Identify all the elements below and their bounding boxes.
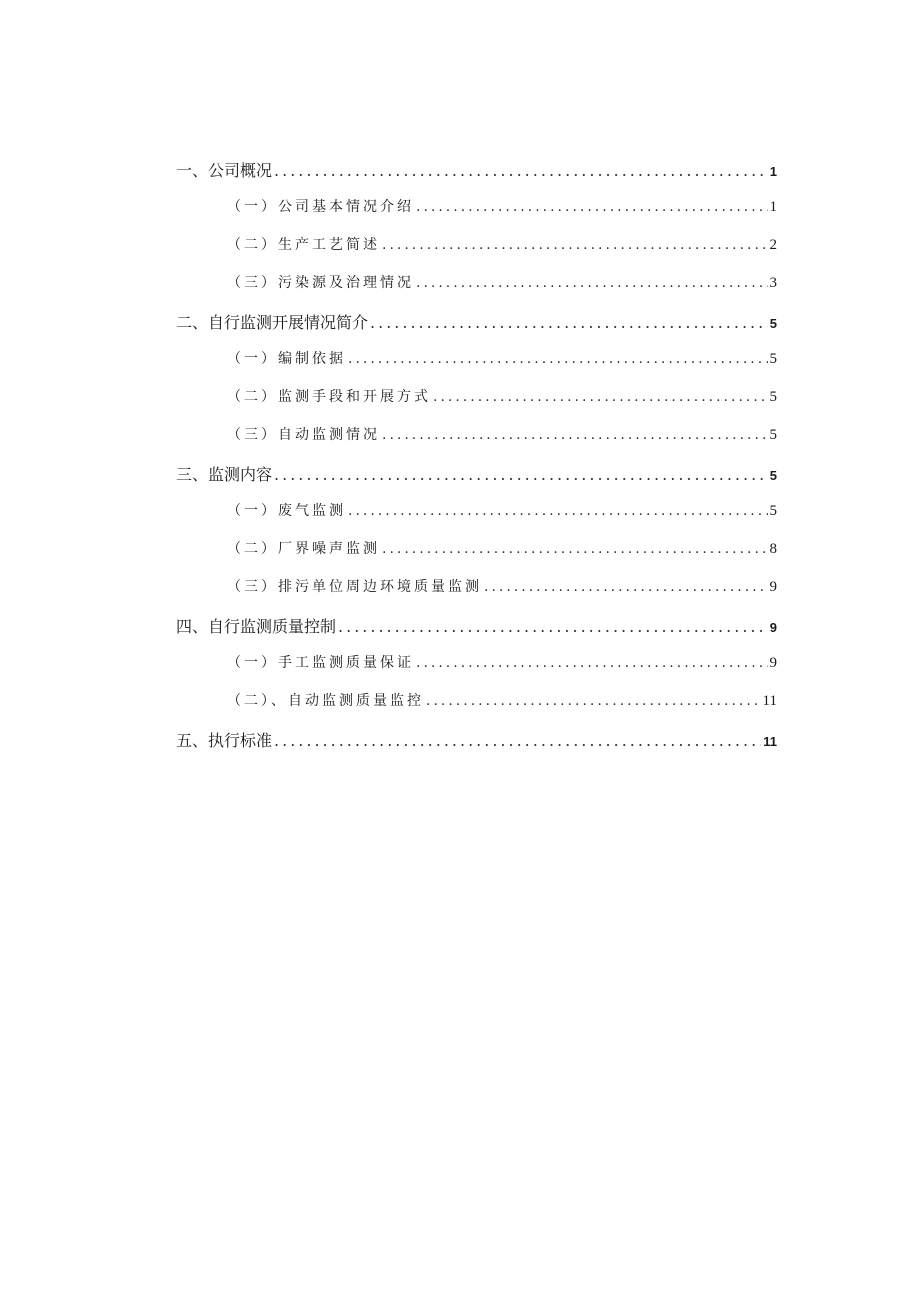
toc-entry-subsection-2-2[interactable] — [227, 386, 777, 408]
toc-entry-page-number: 5 — [769, 351, 777, 367]
toc-entry-subsection-2-1[interactable] — [227, 348, 777, 370]
toc-entry-title: （三）排污单位周边环境质量监测 — [227, 579, 482, 595]
toc-entry-title: （二）厂界噪声监测 — [227, 541, 380, 557]
toc-entry-title: 四、自行监测质量控制 — [176, 617, 337, 636]
toc-entry-page-number: 11 — [763, 734, 777, 749]
toc-entry-page-number: 9 — [769, 620, 777, 635]
toc-entry-section-2[interactable] — [176, 310, 777, 332]
toc-entry-title: 一、公司概况 — [176, 161, 273, 180]
toc-entry-title: （二）监测手段和开展方式 — [227, 389, 431, 405]
dot-leader — [416, 275, 768, 291]
dot-leader — [382, 427, 768, 443]
toc-entry-title: （二）生产工艺简述 — [227, 237, 380, 253]
toc-entry-subsection-4-2[interactable] — [227, 690, 777, 712]
toc-entry-page-number: 1 — [769, 164, 777, 179]
dot-leader — [338, 617, 768, 636]
toc-entry-page-number: 5 — [769, 389, 777, 405]
toc-entry-title: （一）废气监测 — [227, 503, 346, 519]
toc-entry-title: （一）手工监测质量保证 — [227, 655, 414, 671]
toc-entry-page-number: 5 — [769, 316, 777, 331]
toc-entry-page-number: 5 — [769, 503, 777, 519]
dot-leader — [416, 199, 768, 215]
toc-entry-subsection-4-1[interactable] — [227, 652, 777, 674]
toc-entry-page-number: 2 — [769, 237, 777, 253]
dot-leader — [426, 693, 761, 709]
toc-entry-page-number: 5 — [769, 468, 777, 483]
toc-entry-subsection-1-2[interactable] — [227, 234, 777, 256]
toc-entry-page-number: 9 — [769, 655, 777, 671]
toc-entry-subsection-3-1[interactable] — [227, 500, 777, 522]
toc-entry-subsection-3-3[interactable] — [227, 576, 777, 598]
toc-entry-page-number: 9 — [769, 579, 777, 595]
toc-entry-title: （二）、自动监测质量监控 — [227, 693, 424, 709]
toc-entry-subsection-3-2[interactable] — [227, 538, 777, 560]
toc-entry-subsection-1-3[interactable] — [227, 272, 777, 294]
toc-entry-page-number: 5 — [769, 427, 777, 443]
dot-leader — [370, 313, 768, 332]
toc-entry-page-number: 11 — [762, 693, 777, 709]
dot-leader — [484, 579, 768, 595]
dot-leader — [274, 465, 768, 484]
toc-entry-page-number: 3 — [769, 275, 777, 291]
toc-entry-title: （三）自动监测情况 — [227, 427, 380, 443]
toc-entry-page-number: 8 — [769, 541, 777, 557]
toc-entry-title: 五、执行标准 — [176, 731, 273, 750]
dot-leader — [274, 161, 768, 180]
dot-leader — [348, 351, 768, 367]
toc-entry-section-5[interactable] — [176, 728, 777, 750]
toc-entry-subsection-2-3[interactable] — [227, 424, 777, 446]
dot-leader — [433, 389, 768, 405]
toc-entry-title: （三）污染源及治理情况 — [227, 275, 414, 291]
dot-leader — [348, 503, 768, 519]
toc-entry-title: （一）编制依据 — [227, 351, 346, 367]
toc-entry-title: （一）公司基本情况介绍 — [227, 199, 414, 215]
dot-leader — [382, 541, 768, 557]
dot-leader — [274, 731, 761, 750]
dot-leader — [382, 237, 768, 253]
toc-entry-title: 三、监测内容 — [176, 465, 273, 484]
toc-entry-page-number: 1 — [769, 199, 777, 215]
toc-entry-section-4[interactable] — [176, 614, 777, 636]
toc-entry-section-3[interactable] — [176, 462, 777, 484]
dot-leader — [416, 655, 768, 671]
toc-entry-section-1[interactable] — [176, 158, 777, 180]
toc-entry-title: 二、自行监测开展情况简介 — [176, 313, 369, 332]
toc-entry-subsection-1-1[interactable] — [227, 196, 777, 218]
